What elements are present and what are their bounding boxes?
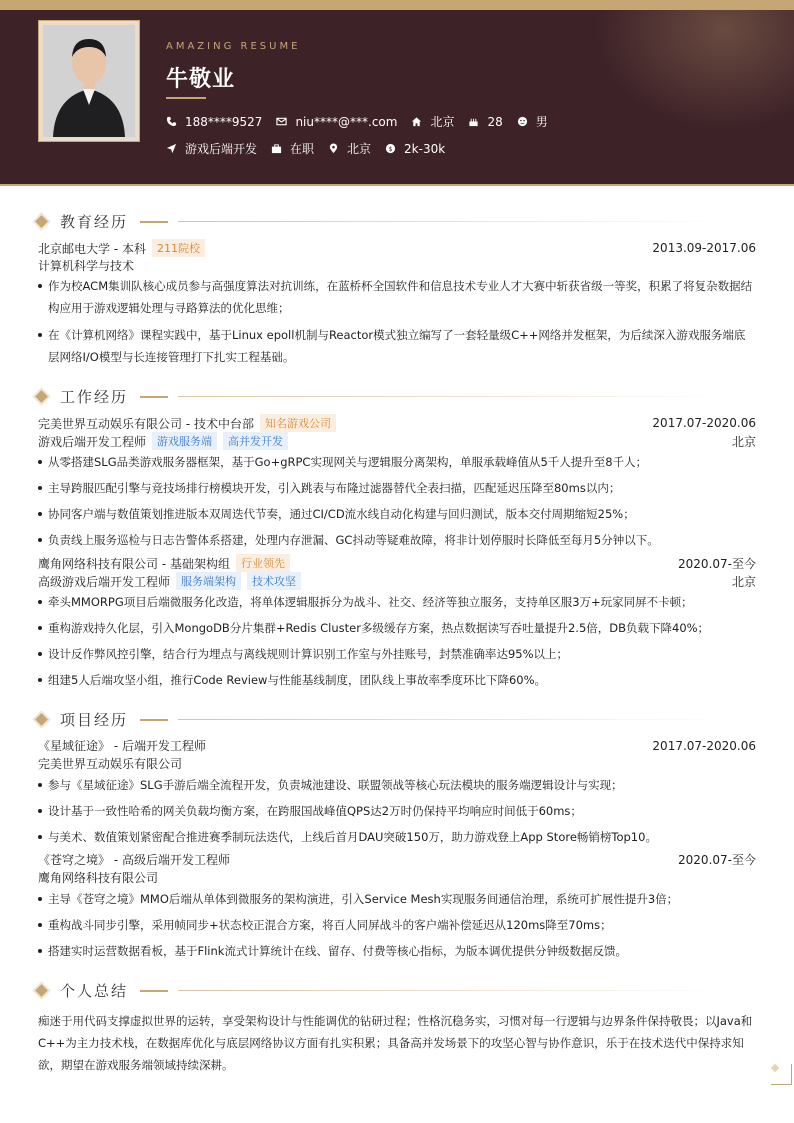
avatar (43, 25, 135, 137)
city-text: 北京 (430, 115, 455, 129)
target-city-text: 北京 (347, 142, 372, 156)
home-icon (411, 116, 422, 127)
skill-tag: 技术攻坚 (247, 572, 301, 590)
top-accent-bar (0, 0, 794, 10)
school-tag: 211院校 (152, 239, 205, 257)
email-icon (276, 116, 287, 127)
list-item: 协同客户端与数值策划推进版本双周迭代节奏，通过CI/CD流水线自动化构建与回归测试，版本交付周期缩短25%； (38, 503, 756, 525)
school-name: 北京邮电大学 - 本科 (38, 241, 146, 256)
list-item: 作为校ACM集训队核心成员参与高强度算法对抗训练，在蓝桥杯全国软件和信息技术专业人才大赛中斩获省级一等奖，积累了将复杂数据结构应用于游戏逻辑处理与寻路算法的优化思维； (38, 275, 756, 319)
section-rule (140, 990, 168, 992)
header-glow (594, 10, 794, 130)
company-name: 鹰角网络科技有限公司 - 基础架构组 (38, 556, 230, 571)
resume-tagline: AMAZING RESUME (166, 41, 301, 52)
skill-tag: 服务端架构 (176, 572, 241, 590)
coin-icon (385, 143, 396, 154)
list-item: 设计反作弊风控引擎，结合行为埋点与离线规则计算识别工作室与外挂账号，封禁准确率达95%以上； (38, 643, 756, 665)
contact-row (166, 113, 562, 130)
avatar-frame (38, 20, 140, 142)
section-title: 个人总结 (60, 982, 129, 1000)
section-education (34, 211, 724, 232)
list-item: 重构游戏持久化层，引入MongoDB分片集群+Redis Cluster多级缓存方案，热点数据读写吞吐量提升2.5倍，DB负载下降40%； (38, 617, 756, 639)
face-icon (517, 116, 528, 127)
phone-item (166, 115, 262, 129)
section-rule-fade (178, 719, 724, 720)
list-item: 负责线上服务巡检与日志告警体系搭建，处理内存泄漏、GC抖动等疑难故障，将非计划停服时长降低至每月5分钟以下。 (38, 529, 756, 551)
job-intent-row (166, 140, 459, 157)
location-pin-icon (328, 143, 339, 154)
section-summary (34, 980, 724, 1001)
name-underline (166, 97, 206, 99)
project-name: 《星域征途》 - 后端开发工程师 (38, 739, 206, 753)
company-name: 完美世界互动娱乐有限公司 - 技术中台部 (38, 416, 254, 431)
list-item: 从零搭建SLG品类游戏服务器框架，基于Go+gRPC实现网关与逻辑服分离架构，单服承载峰值从5千人提升至8千人； (38, 451, 756, 473)
list-item: 主导《苍穹之境》MMO后端从单体到微服务的架构演进，引入Service Mesh实现服务间通信治理，系统可扩展性提升3倍； (38, 888, 756, 910)
gender-text: 男 (535, 115, 548, 129)
cake-icon (468, 116, 479, 127)
job-role-row (38, 572, 756, 590)
salary-item (385, 142, 445, 156)
list-item: 主导跨服匹配引擎与竞技场排行榜模块开发，引入跳表与布隆过滤器替代全表扫描，匹配延迟压降至80ms以内； (38, 477, 756, 499)
city-item (411, 113, 454, 130)
project-company: 鹰角网络科技有限公司 (38, 871, 159, 885)
section-rule-fade (178, 221, 724, 222)
section-title: 项目经历 (60, 711, 129, 729)
section-rule (140, 221, 168, 223)
status-item (271, 140, 314, 157)
list-item: 搭建实时运营数据看板，基于Flink流式计算统计在线、留存、付费等核心指标，为版本调优提供分钟级数据反馈。 (38, 940, 756, 962)
salary-text: 2k-30k (404, 141, 446, 156)
project-header (38, 737, 756, 754)
job-role-row (38, 432, 756, 450)
major: 计算机科学与技术 (38, 259, 135, 273)
gender-item (517, 113, 548, 130)
svg-text:$: $ (388, 144, 393, 153)
job-header (38, 414, 756, 432)
section-work (34, 386, 724, 407)
section-title: 教育经历 (60, 213, 129, 231)
project-company-row (38, 869, 756, 886)
summary-text: 痴迷于用代码支撑虚拟世界的运转，享受架构设计与性能调优的钻研过程；性格沉稳务实，习惯对每一行逻辑与边界条件保持敬畏；以Java和C++为主力技术栈，在数据库优化与底层网络协议方面有扎实积累；具备高并发场景下的攻坚心智与协作意识，乐于在技术迭代中保持求知欲，期望在游戏服务端领域持续深耕。 (38, 1014, 753, 1072)
job-target-text: 游戏后端开发 (185, 142, 258, 156)
diamond-icon (35, 713, 48, 726)
job-target-item (166, 140, 257, 157)
list-item: 组建5人后端攻坚小组，推行Code Review与性能基线制度，团队线上事故率季度环比下降60%。 (38, 669, 756, 691)
section-rule-fade (178, 990, 724, 991)
list-item: 参与《星域征途》SLG手游后端全流程开发，负责城池建设、联盟领战等核心玩法模块的服务端逻辑设计与实现； (38, 774, 756, 796)
resume-header (0, 10, 794, 186)
list-item: 在《计算机网络》课程实践中，基于Linux epoll机制与Reactor模式独立编写了一套轻量级C++网络并发框架，为后续深入游戏服务端底层网络I/O模型与长连接管理打下扎实工程基础。 (38, 324, 756, 368)
job-location: 北京 (731, 434, 756, 449)
project-name: 《苍穹之境》 - 高级后端开发工程师 (38, 853, 230, 867)
job-role: 高级游戏后端开发工程师 (38, 574, 171, 589)
job-period: 2020.07-至今 (678, 556, 756, 571)
briefcase-icon (271, 143, 282, 154)
project-company: 完美世界互动娱乐有限公司 (38, 757, 183, 771)
project-company-row (38, 755, 756, 772)
target-city-item (328, 140, 371, 157)
email-text: niu****@***.com (295, 114, 398, 129)
education-header (38, 239, 756, 257)
header-bottom-line (0, 184, 794, 186)
list-item: 重构战斗同步引擎，采用帧同步+状态校正混合方案，将百人同屏战斗的客户端补偿延迟从120ms降至70ms； (38, 914, 756, 936)
job-location: 北京 (731, 574, 756, 589)
job-header (38, 554, 756, 572)
project-header (38, 851, 756, 868)
email-item (276, 115, 397, 129)
section-projects (34, 709, 724, 730)
age-item (468, 115, 502, 129)
education-period: 2013.09-2017.06 (652, 241, 756, 255)
age-text: 28 (487, 114, 503, 129)
send-icon (166, 143, 177, 154)
skill-tag: 游戏服务端 (152, 432, 217, 450)
company-tag: 知名游戏公司 (260, 414, 336, 432)
job-role: 游戏后端开发工程师 (38, 434, 147, 449)
diamond-icon (35, 215, 48, 228)
diamond-icon (35, 984, 48, 997)
project-period: 2017.07-2020.06 (652, 738, 756, 753)
education-major-row (38, 257, 756, 274)
list-item: 牵头MMORPG项目后端微服务化改造，将单体逻辑服拆分为战斗、社交、经济等独立服务，支持单区服3万+玩家同屏不卡顿； (38, 591, 756, 613)
diamond-icon (35, 390, 48, 403)
list-item: 与美术、数值策划紧密配合推进赛季制玩法迭代，上线后首月DAU突破150万，助力游戏登上App Store畅销榜Top10。 (38, 826, 756, 848)
list-item: 设计基于一致性哈希的网关负载均衡方案，在跨服国战峰值QPS达2万时仍保持平均响应时间低于60ms； (38, 800, 756, 822)
section-rule-fade (178, 396, 724, 397)
section-rule (140, 396, 168, 398)
company-tag: 行业领先 (236, 554, 290, 572)
section-title: 工作经历 (60, 388, 129, 406)
skill-tag: 高并发开发 (223, 432, 288, 450)
status-text: 在职 (290, 142, 315, 156)
section-rule (140, 719, 168, 721)
project-period: 2020.07-至今 (678, 853, 756, 867)
job-period: 2017.07-2020.06 (652, 416, 756, 430)
phone-text: 188****9527 (185, 114, 263, 129)
candidate-name: 牛敬业 (166, 67, 236, 92)
phone-icon (166, 116, 177, 127)
